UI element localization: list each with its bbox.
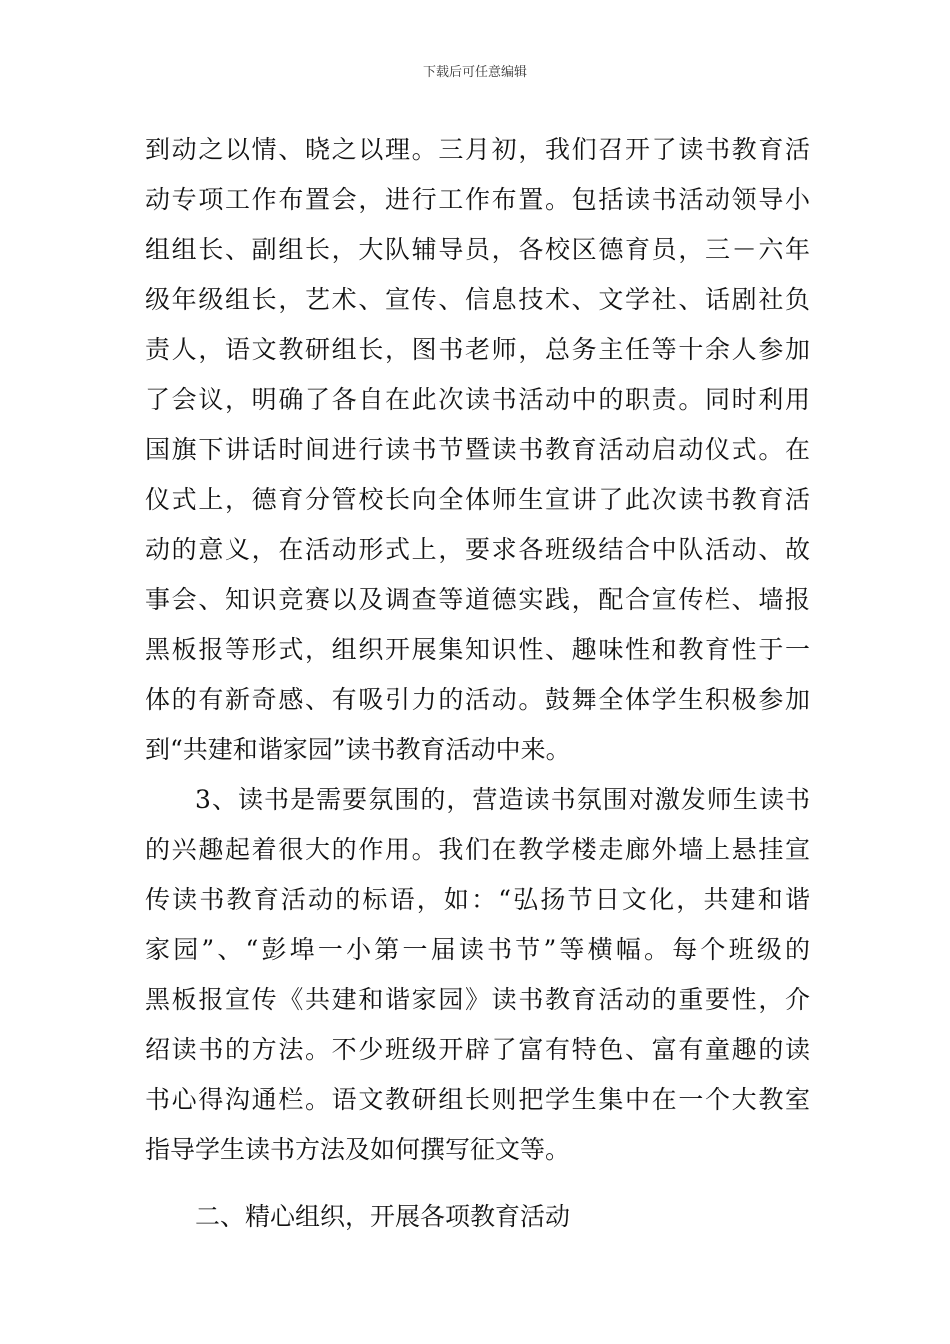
paragraph-line: 动的意义，在活动形式上，要求各班级结合中队活动、故 <box>145 535 810 564</box>
paragraph-line: 3、读书是需要氛围的，营造读书氛围对激发师生读书 <box>195 785 810 814</box>
document-body <box>145 125 810 1242</box>
paragraph-2 <box>145 775 810 1175</box>
paragraph-line: 责人，语文教研组长，图书老师，总务主任等十余人参加 <box>145 335 810 364</box>
paragraph-line: 黑板报等形式，组织开展集知识性、趣味性和教育性于一 <box>145 635 810 664</box>
paragraph-line: 绍读书的方法。不少班级开辟了富有特色、富有童趣的读 <box>145 1035 810 1064</box>
paragraph-1 <box>145 125 810 775</box>
paragraph-line: 动专项工作布置会，进行工作布置。包括读书活动领导小 <box>145 185 810 214</box>
paragraph-line: 仪式上，德育分管校长向全体师生宣讲了此次读书教育活 <box>145 485 810 514</box>
paragraph-line: 指导学生读书方法及如何撰写征文等。 <box>145 1135 571 1164</box>
paragraph-line: 的兴趣起着很大的作用。我们在教学楼走廊外墙上悬挂宣 <box>145 835 810 864</box>
section-heading: 二、精心组织，开展各项教育活动 <box>195 1202 571 1231</box>
paragraph-line: 到动之以情、晓之以理。三月初，我们召开了读书教育活 <box>145 135 810 164</box>
paragraph-line: 国旗下讲话时间进行读书节暨读书教育活动启动仪式。在 <box>145 435 810 464</box>
paragraph-line: 家园”、“彭埠一小第一届读书节”等横幅。每个班级的 <box>145 935 810 964</box>
paragraph-line: 事会、知识竞赛以及调查等道德实践，配合宣传栏、墙报 <box>145 585 810 614</box>
paragraph-line: 级年级组长，艺术、宣传、信息技术、文学社、话剧社负 <box>145 285 810 314</box>
paragraph-line: 了会议，明确了各自在此次读书活动中的职责。同时利用 <box>145 385 810 414</box>
paragraph-line: 书心得沟通栏。语文教研组长则把学生集中在一个大教室 <box>145 1085 810 1114</box>
paragraph-line: 到“共建和谐家园”读书教育活动中来。 <box>145 735 571 764</box>
paragraph-line: 传读书教育活动的标语，如：“弘扬节日文化，共建和谐 <box>145 885 810 914</box>
page-header: 下载后可任意编辑 <box>422 65 527 80</box>
paragraph-line: 体的有新奇感、有吸引力的活动。鼓舞全体学生积极参加 <box>145 685 810 714</box>
paragraph-line: 黑板报宣传《共建和谐家园》读书教育活动的重要性，介 <box>145 985 810 1014</box>
paragraph-line: 组组长、副组长，大队辅导员，各校区德育员，三－六年 <box>145 235 810 264</box>
